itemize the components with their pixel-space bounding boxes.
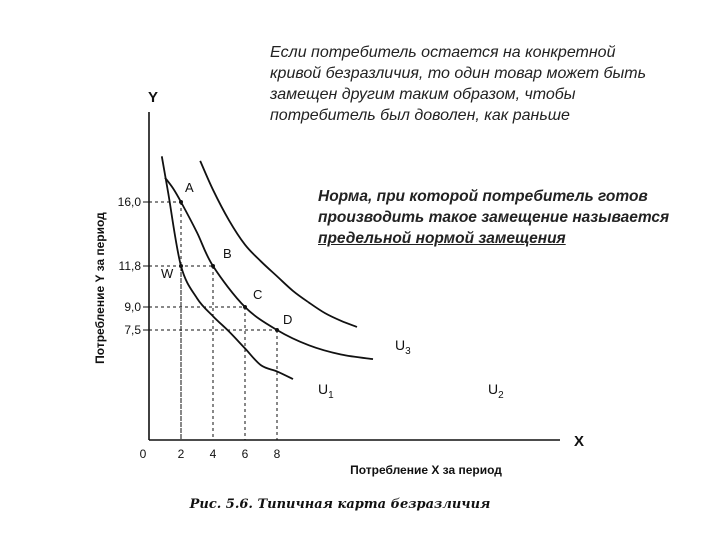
point-label-d: D [283,312,293,327]
point-w [179,264,183,268]
figure-caption: Рис. 5.6. Типичная карта безразличия [189,497,491,512]
note-definition-text: Норма, при которой потребитель готов производить такое замещение называется [318,188,670,226]
curve-label-u2: $U_2$ [488,381,504,401]
guide-lines [149,202,277,440]
x-axis-title: Потребление X за период [350,463,502,477]
x-tick-label: 4 [209,447,217,461]
curve-label-u1: $U_1$ [318,381,334,401]
point-c [243,305,247,309]
y-axis-title: Потребление Y за период [93,212,107,364]
point-label-a: A [185,180,194,195]
note-definition-term: предельной нормой замещения [318,230,566,247]
curve-u3 [200,161,357,327]
x-tick-label: 6 [241,447,249,461]
point-a [179,200,183,204]
x-tick-label: 0 [139,447,147,461]
point-d [275,328,279,332]
curve-label-u3: $U_3$ [395,337,411,357]
point-label-c: C [253,287,263,302]
x-tick-label: 8 [273,447,281,461]
y-tick-label: 7,5 [124,323,141,337]
point-label-b: B [223,246,232,261]
y-axis-letter: Y [148,89,159,106]
note-top: Если потребитель остается на конкретной кривой безразличия, то один товар может быть замещен другим таким образом, чтобы потребитель был доволен, как раньше [270,44,647,124]
axes [148,89,584,450]
y-tick-label: 9,0 [124,300,141,314]
x-tick-label: 2 [177,447,185,461]
x-axis-letter: X [574,433,585,450]
point-label-w: W [161,266,174,281]
point-b [211,264,215,268]
y-tick-label: 16,0 [117,195,141,209]
y-tick-label: 11,8 [118,259,141,273]
